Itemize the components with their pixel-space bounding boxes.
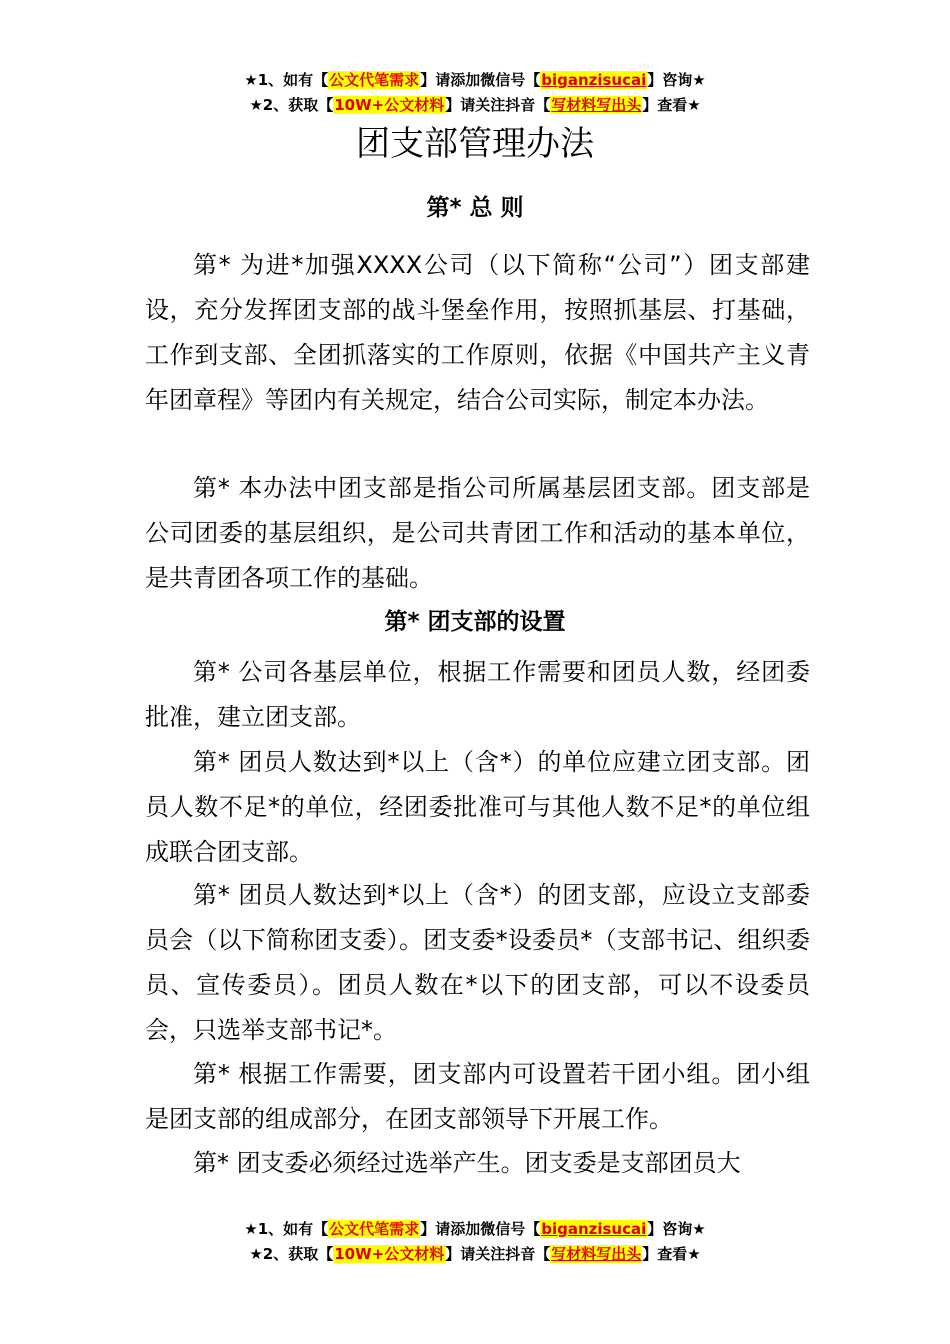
chapter-heading-general: 第* 总 则: [426, 195, 524, 221]
article-paragraph: 第* 团支委必须经过选举产生。团支委是支部团员大: [193, 1149, 741, 1177]
banner-line-1: [0, 1217, 950, 1242]
banner-text: 】请添加微信号【: [420, 71, 541, 89]
document-title: 团支部管理办法: [356, 124, 594, 164]
banner-text: 】请关注抖音【: [445, 96, 551, 114]
banner-highlight: 10W+公文材料: [334, 1245, 445, 1263]
banner-text: 】查看★: [642, 96, 701, 114]
article-paragraph: 第* 团员人数达到*以上（含*）的单位应建立团支部。团员人数不足*的单位，经团委批准可与其他人数不足*的单位组成联合团支部。: [145, 748, 810, 866]
banner-text: 】请添加微信号【: [420, 1220, 541, 1238]
banner-highlight: 公文代笔需求: [329, 1220, 420, 1238]
chapter-heading-setup: 第* 团支部的设置: [384, 609, 566, 635]
banner-text: ★2、获取【: [249, 96, 334, 114]
banner-highlight-link[interactable]: 写材料写出头: [551, 1245, 642, 1263]
banner-highlight-link[interactable]: biganzisucai: [541, 1220, 647, 1238]
banner-highlight: 10W+公文材料: [334, 96, 445, 114]
banner-text: ★2、获取【: [249, 1245, 334, 1263]
bottom-banner: [0, 1217, 950, 1267]
banner-highlight: 公文代笔需求: [329, 71, 420, 89]
banner-text: ★1、如有【: [244, 1220, 329, 1238]
top-banner: [0, 68, 950, 118]
banner-highlight-link[interactable]: biganzisucai: [541, 71, 647, 89]
article-paragraph: 第* 根据工作需要，团支部内可设置若干团小组。团小组是团支部的组成部分，在团支部领导下开展工作。: [145, 1060, 810, 1133]
banner-text: 】请关注抖音【: [445, 1245, 551, 1263]
article-paragraph: 第* 公司各基层单位，根据工作需要和团员人数，经团委批准，建立团支部。: [145, 658, 810, 731]
article-paragraph: 第* 团员人数达到*以上（含*）的团支部，应设立支部委员会（以下简称团支委）。团支委*设委员*（支部书记、组织委员、宣传委员）。团员人数在*以下的团支部，可以不设委员会，只选举支部书记*。: [145, 881, 810, 1044]
banner-text: 】咨询★: [647, 71, 706, 89]
banner-text: ★1、如有【: [244, 71, 329, 89]
banner-line-2: [0, 93, 950, 118]
banner-line-1: [0, 68, 950, 93]
article-paragraph: 第* 本办法中团支部是指公司所属基层团支部。团支部是公司团委的基层组织，是公司共青团工作和活动的基本单位，是共青团各项工作的基础。: [145, 474, 810, 592]
banner-highlight-link[interactable]: 写材料写出头: [551, 96, 642, 114]
banner-text: 】咨询★: [647, 1220, 706, 1238]
banner-text: 】查看★: [642, 1245, 701, 1263]
banner-line-2: [0, 1242, 950, 1267]
article-paragraph: 第* 为进*加强XXXX公司（以下简称“公司”）团支部建设，充分发挥团支部的战斗堡垒作用，按照抓基层、打基础，工作到支部、全团抓落实的工作原则，依据《中国共产主义青年团章程》等团内有关规定，结合公司实际，制定本办法。: [145, 251, 810, 414]
